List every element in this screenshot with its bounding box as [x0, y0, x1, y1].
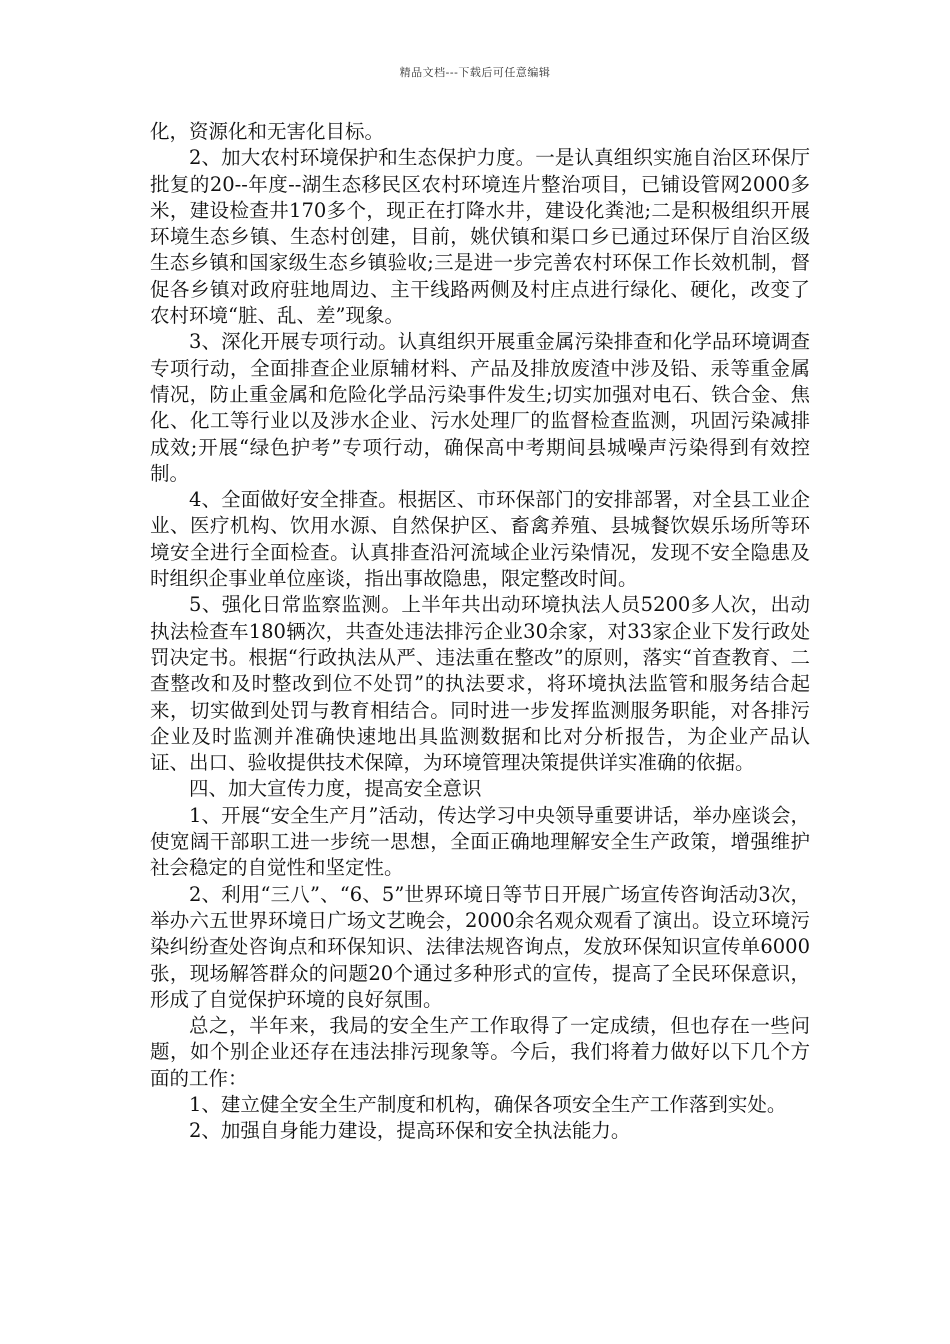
paragraph-7: 1、开展“安全生产月”活动，传达学习中央领导重要讲话，举办座谈会，使宽阔干部职工进一步统一思想，全面正确地理解安全生产政策，增强维护社会稳定的自觉性和坚定性。 — [150, 803, 810, 880]
paragraph-4: 4、全面做好安全排查。根据区、市环保部门的安排部署，对全县工业企业、医疗机构、饮用水源、自然保护区、畜禽养殖、县城餐饮娱乐场所等环境安全进行全面检查。认真排查沿河流域企业污染情况，发现不安全隐患及时组织企事业单位座谈，指出事故隐患，限定整改时间。 — [150, 488, 810, 591]
paragraph-11: 2、加强自身能力建设，提高环保和安全执法能力。 — [189, 1119, 631, 1143]
paragraph-3: 3、深化开展专项行动。认真组织开展重金属污染排查和化学品环境调查专项行动，全面排查企业原辅材料、产品及排放废渣中涉及铅、汞等重金属情况，防止重金属和危险化学品污染事件发生;切实加强对电石、铁合金、焦化、化工等行业以及涉水企业、污水处理厂的监督检查监测，巩固污染减排成效;开展“绿色护考”专项行动，确保高中考期间县城噪声污染得到有效控制。 — [150, 330, 810, 485]
document-body — [150, 119, 810, 1145]
page-header: 精品文档---下载后可任意编辑 — [399, 66, 551, 79]
paragraph-2: 2、加大农村环境保护和生态保护力度。一是认真组织实施自治区环保厅批复的20--年度--湖生态移民区农村环境连片整治项目，已铺设管网2000多米，建设检查井170多个，现正在打降水井，建设化粪池;二是积极组织开展环境生态乡镇、生态村创建，目前，姚伏镇和渠口乡已通过环保厅自治区级生态乡镇和国家级生态乡镇验收;三是进一步完善农村环保工作长效机制，督促各乡镇对政府驻地周边、主干线路两侧及村庄点进行绿化、硬化，改变了农村环境“脏、乱、差”现象。 — [150, 146, 810, 328]
paragraph-8: 2、利用“三八”、“6、5”世界环境日等节日开展广场宣传咨询活动3次，举办六五世界环境日广场文艺晚会，2000余名观众观看了演出。设立环境污染纠纷查处咨询点和环保知识、法律法规咨询点，发放环保知识宣传单6000张，现场解答群众的问题20个通过多种形式的宣传，提高了全民环保意识，形成了自觉保护环境的良好氛围。 — [150, 882, 810, 1011]
paragraph-9: 总之，半年来，我局的安全生产工作取得了一定成绩，但也存在一些问题，如个别企业还存在违法排污现象等。今后，我们将着力做好以下几个方面的工作： — [150, 1014, 810, 1090]
section-heading: 四、加大宣传力度，提高安全意识 — [189, 777, 482, 801]
paragraph-10: 1、建立健全安全生产制度和机构，确保各项安全生产工作落到实处。 — [189, 1092, 787, 1116]
paragraph-1: 化，资源化和无害化目标。 — [150, 120, 385, 143]
paragraph-5: 5、强化日常监察监测。上半年共出动环境执法人员5200多人次，出动执法检查车180辆次，共查处违法排污企业30余家，对33家企业下发行政处罚决定书。根据“行政执法从严、违法重在整改”的原则，落实“首查教育、二查整改和及时整改到位不处罚”的执法要求，将环境执法监管和服务结合起来，切实做到处罚与教育相结合。同时进一步发挥监测服务职能，对各排污企业及时监测并准确快速地出具监测数据和比对分析报告，为企业产品认证、出口、验收提供技术保障，为环境管理决策提供详实准确的依据。 — [150, 593, 810, 775]
